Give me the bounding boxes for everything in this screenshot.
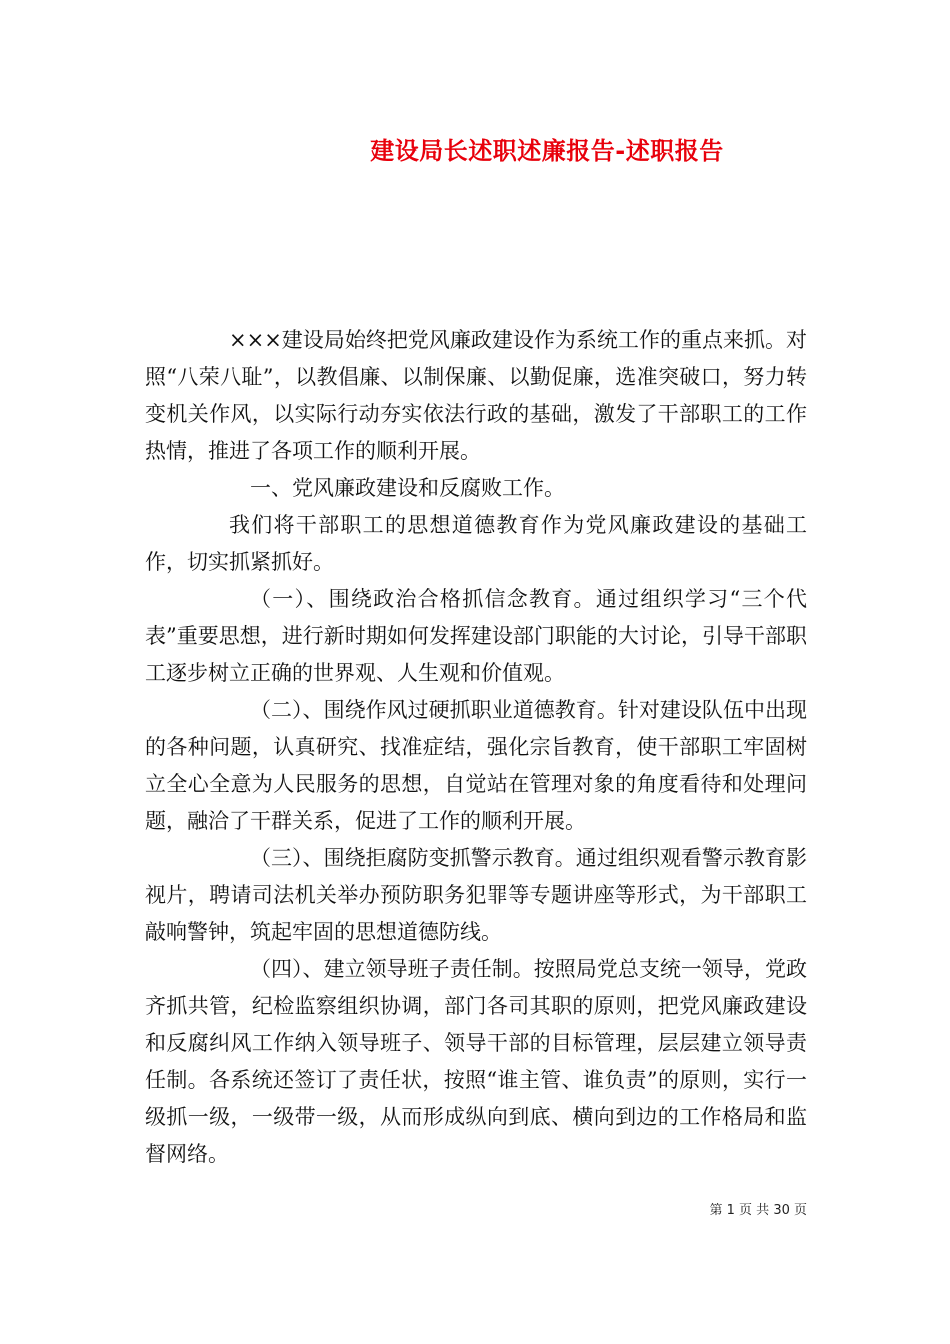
document-body: [145, 322, 807, 1173]
section-heading-1: 一、党风廉政建设和反腐败工作。: [250, 476, 565, 500]
paragraph-section-1: 我们将干部职工的思想道德教育作为党风廉政建设的基础工作，切实抓紧抓好。: [145, 513, 807, 574]
paragraph-item-2: （二）、围绕作风过硬抓职业道德教育。针对建设队伍中出现的各种问题，认真研究、找准症结，强化宗旨教育，使干部职工牢固树立全心全意为人民服务的思想，自觉站在管理对象的角度看待和处理问题，融洽了干群关系，促进了工作的顺利开展。: [145, 698, 807, 833]
document-title: 建设局长述职述廉报告-述职报告: [370, 137, 724, 165]
paragraph-intro: ×××建设局始终把党风廉政建设作为系统工作的重点来抓。对照“八荣八耻”，以教倡廉、以制保廉、以勤促廉，选准突破口，努力转变机关作风，以实际行动夯实依法行政的基础，激发了干部职工的工作热情，推进了各项工作的顺利开展。: [145, 328, 807, 463]
paragraph-item-4: （四）、建立领导班子责任制。按照局党总支统一领导，党政齐抓共管，纪检监察组织协调，部门各司其职的原则，把党风廉政建设和反腐纠风工作纳入领导班子、领导干部的目标管理，层层建立领导责任制。各系统还签订了责任状，按照“谁主管、谁负责”的原则，实行一级抓一级，一级带一级，从而形成纵向到底、横向到边的工作格局和监督网络。: [145, 957, 807, 1166]
paragraph-item-1: （一）、围绕政治合格抓信念教育。通过组织学习“三个代表”重要思想，进行新时期如何发挥建设部门职能的大讨论，引导干部职工逐步树立正确的世界观、人生观和价值观。: [145, 587, 807, 685]
page-number: 第 1 页 共 30 页: [709, 1203, 807, 1218]
paragraph-item-3: （三）、围绕拒腐防变抓警示教育。通过组织观看警示教育影视片，聘请司法机关举办预防职务犯罪等专题讲座等形式，为干部职工敲响警钟，筑起牢固的思想道德防线。: [145, 846, 807, 944]
